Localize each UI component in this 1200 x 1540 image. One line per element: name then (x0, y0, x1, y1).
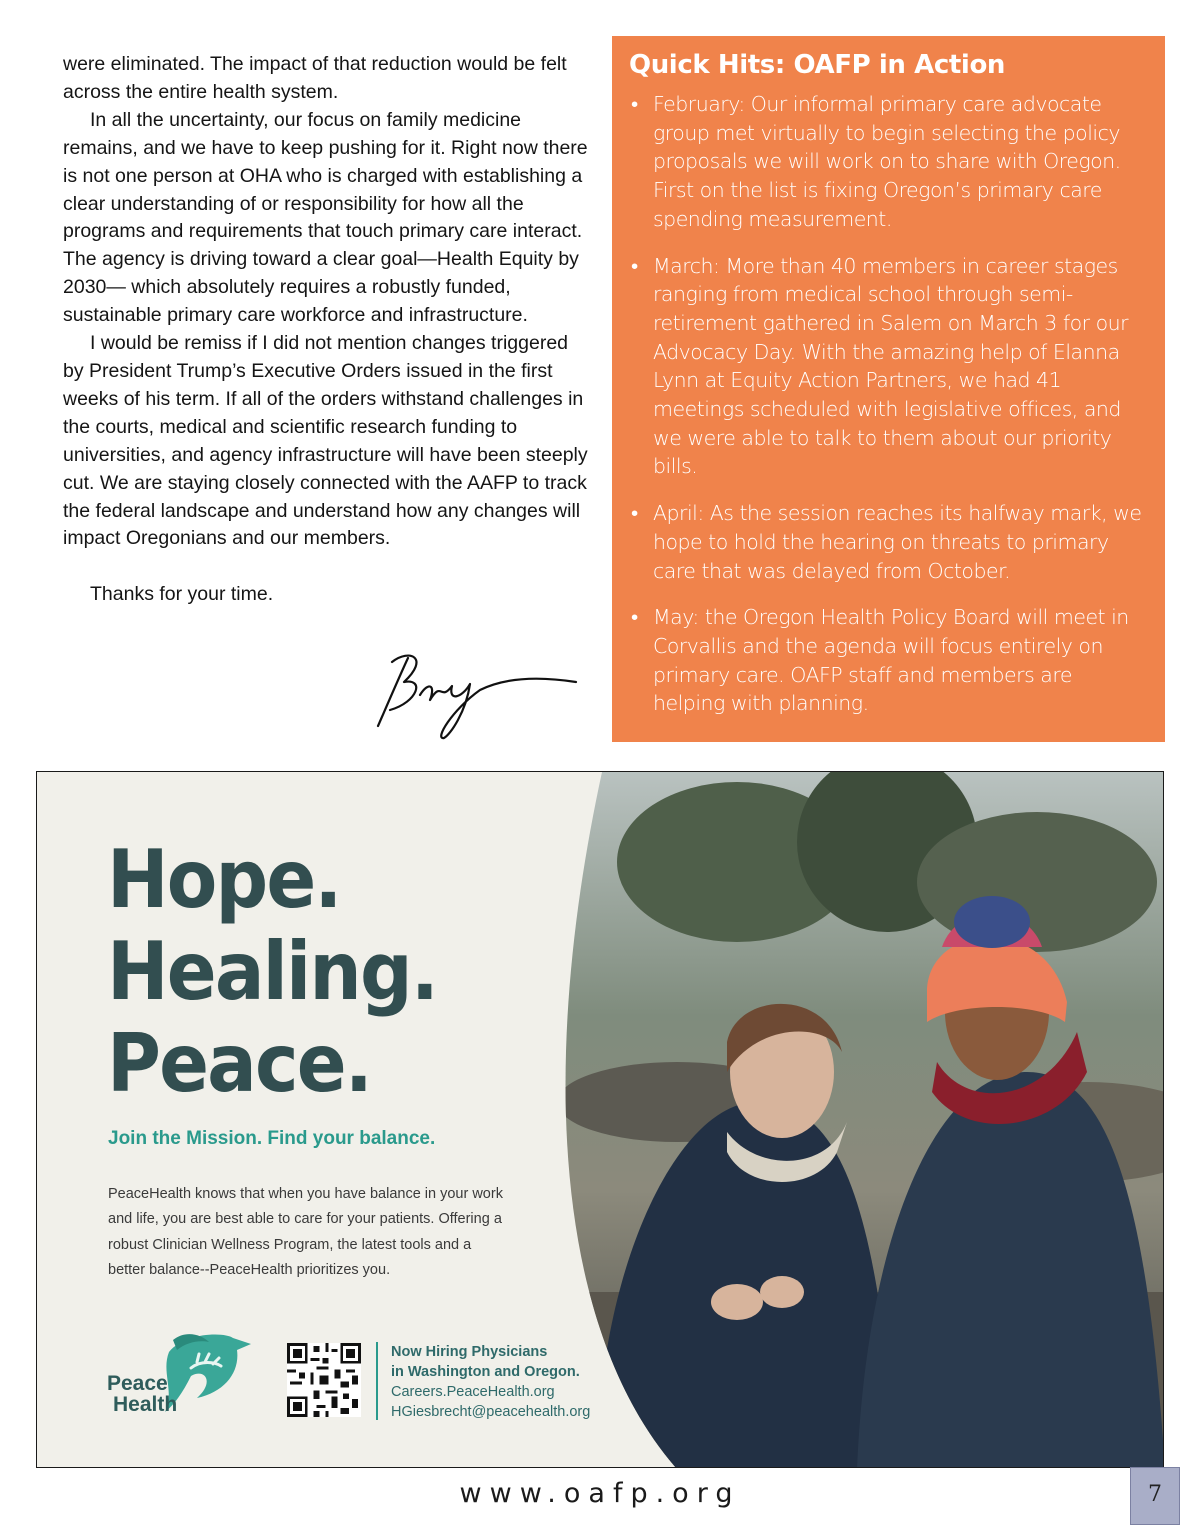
article-paragraph-1: were eliminated. The impact of that reduction would be felt across the entire health system. (63, 53, 567, 103)
list-item: • May: the Oregon Health Policy Board will meet in Corvallis and the agenda will focus entirely on primary care. OAFP staff and members are helping with planning. (631, 605, 1129, 716)
bullet-icon: • (631, 605, 638, 630)
peacehealth-advertisement (36, 771, 1164, 1468)
qr-code-icon[interactable] (287, 1343, 361, 1417)
hiring-line-2: in Washington and Oregon. (391, 1364, 580, 1380)
page-number: 7 (1130, 1467, 1180, 1525)
logo-word-health: Health (113, 1393, 178, 1416)
ad-body-text: PeaceHealth knows that when you have balance in your work and life, you are best able to care for your patients. Offering a robust Clinician Wellness Program, the latest tools and a better balance--PeaceHealth prioritizes you. (108, 1186, 503, 1278)
headline-line-1: Hope. (107, 833, 341, 926)
bullet-icon: • (631, 92, 638, 116)
quick-hits-title: Quick Hits: OAFP in Action (629, 50, 1006, 80)
ad-tagline: Join the Mission. Find your balance. (108, 1128, 436, 1149)
list-item: • February: Our informal primary care advocate group met virtually to begin selecting the policy proposals we will work on to share with Oregon. First on the list is fixing Oregon’s primary care spending measurement. (631, 92, 1121, 231)
article-closing: Thanks for your time. (90, 583, 274, 606)
ad-headline (107, 834, 437, 1110)
footer-url[interactable]: www.oafp.org (459, 1478, 741, 1509)
article-paragraph-3: I would be remiss if I did not mention changes triggered by President Trump’s Executive Orders issued in the first weeks of his term. If all of the orders withstand challenges in the courts, medical and scientific research funding to universities, and agency infrastructure will have been steeply cut. We are staying closely connected with the AAFP to track the federal landscape and understand how any changes will impact Oregonians and our members. (63, 332, 588, 550)
careers-link[interactable]: Careers.PeaceHealth.org (391, 1384, 555, 1400)
quick-hits-box (612, 36, 1165, 742)
peacehealth-logo-text (107, 1373, 177, 1415)
article-body (63, 51, 588, 609)
bullet-icon: • (631, 253, 638, 278)
contact-info (391, 1342, 590, 1422)
bullet-icon: • (631, 501, 638, 526)
headline-line-2: Healing. (107, 925, 437, 1018)
headline-line-3: Peace. (107, 1017, 371, 1110)
hiring-line-1: Now Hiring Physicians (391, 1344, 548, 1360)
article-paragraph-2: In all the uncertainty, our focus on family medicine remains, and we have to keep pushing for it. Right now there is not one person at OHA who is charged with establishing a clear understanding of or responsibility for how all the programs and requirements that touch primary care interact. The agency is driving toward a clear goal—Health Equity by 2030— which absolutely requires a robustly funded, sustainable primary care workforce and infrastructure. (63, 108, 588, 327)
signature-image (370, 640, 580, 745)
list-item: • March: More than 40 members in career stages ranging from medical school through semi-retirement gathered in Salem on March 3 for our Advocacy Day. With the amazing help of Elanna Lynn at Equity Action Partners, we had 41 meetings scheduled with legislative offices, and we were able to talk to them about our priority bills. (631, 253, 1129, 479)
email-link[interactable]: HGiesbrecht@peacehealth.org (391, 1404, 591, 1420)
contact-divider (376, 1342, 378, 1420)
quick-hits-list (629, 90, 1147, 718)
logo-word-peace: Peace (107, 1372, 168, 1395)
list-item: • April: As the session reaches its halfway mark, we hope to hold the hearing on threats to primary care that was delayed from October. (631, 501, 1142, 583)
